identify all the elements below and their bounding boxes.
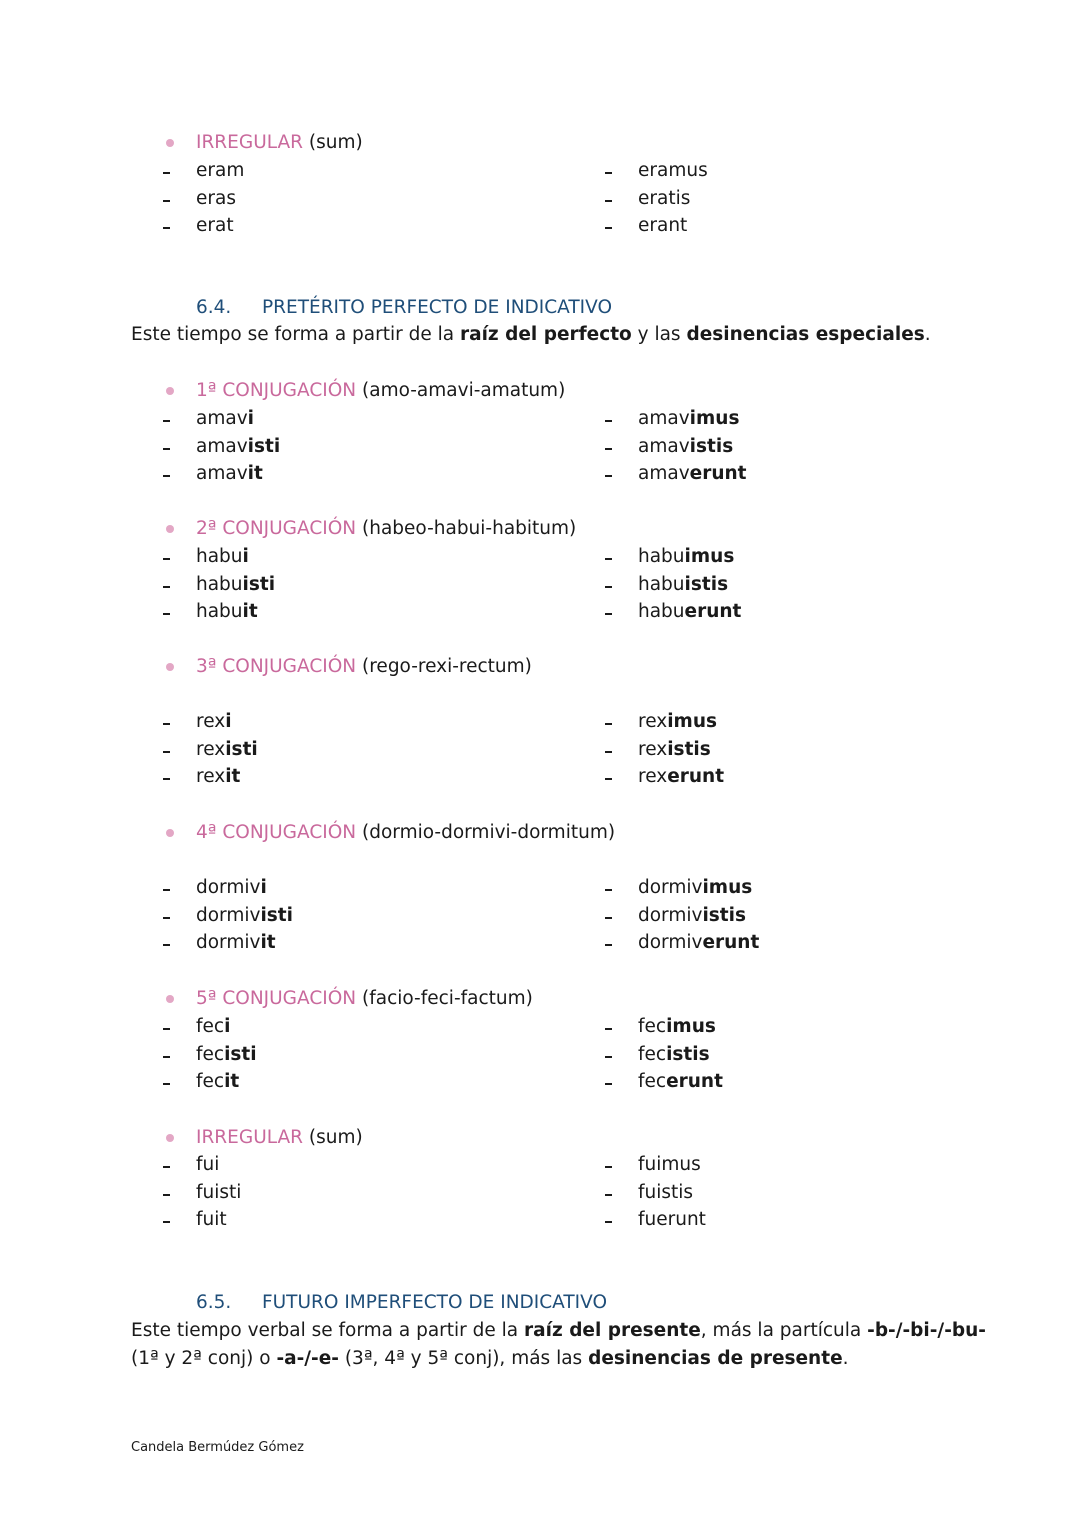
verb-form [638,934,759,953]
verb-form [638,573,729,595]
verb-ending: isti [247,435,281,457]
verb-form [638,1018,716,1037]
verb-form [196,738,258,760]
verb-stem: habu [196,573,243,595]
verb-ending: erunt [702,932,760,953]
dash-marker [605,172,612,174]
dash-marker [605,1194,612,1196]
heading-colored-label: 3ª CONJUGACIÓN [196,656,357,677]
verb-stem: fec [196,1043,225,1065]
verb-ending: istis [666,1043,710,1065]
verb-form [638,465,747,484]
dash-marker [605,420,612,422]
verb-stem: amav [196,463,248,484]
verb-stem: rex [196,738,226,760]
dash-marker [605,1056,612,1058]
section-number-6-4: 6.4. [196,297,232,318]
verb-form [196,548,249,567]
verb-ending: imus [684,546,735,567]
verb-stem: rex [638,738,668,760]
verb-stem: dormiv [638,904,703,926]
verb-ending: it [242,601,258,622]
verb-ending: i [224,1016,231,1037]
dash-marker [605,227,612,229]
verb-stem: amav [196,435,248,457]
heading-colored-label: 2ª CONJUGACIÓN [196,518,357,539]
dash-marker [605,917,612,919]
section-title-6-4: PRETÉRITO PERFECTO DE INDICATIVO [262,297,613,318]
verb-form [196,1043,257,1065]
verb-stem: dormiv [196,904,261,926]
dash-marker [605,1028,612,1030]
verb-ending: imus [702,877,753,898]
verb-form: eram [196,160,245,181]
dash-marker [163,1083,170,1085]
verb-form [638,435,734,457]
verb-form [638,1073,723,1092]
dash-marker [163,227,170,229]
verb-form [196,410,254,429]
dash-marker [605,751,612,753]
verb-form [638,410,739,429]
dash-marker [163,558,170,560]
verb-stem: fec [196,1016,225,1037]
section-number-6-5: 6.5. [196,1292,232,1313]
verb-form: erat [196,215,234,236]
verb-ending: istis [702,904,747,926]
verb-form: fuit [196,1209,227,1230]
dash-marker [163,751,170,753]
verb-stem: habu [638,573,685,595]
verb-stem: amav [638,463,690,484]
verb-form: fuistis [638,1181,694,1203]
verb-form: erant [638,215,688,236]
heading-principal-parts: (sum) [308,1127,363,1148]
dash-marker [163,1194,170,1196]
verb-form [196,603,258,622]
verb-ending: erunt [667,766,725,787]
verb-stem: dormiv [196,932,261,953]
verb-stem: amav [196,408,248,429]
heading-principal-parts: (rego-rexi-rectum) [362,656,532,677]
dash-marker [163,586,170,588]
heading-principal-parts: (dormio-dormivi-dormitum) [362,822,616,843]
bullet-icon [166,663,174,671]
dash-marker [163,200,170,202]
conj1-heading [196,382,565,401]
verb-stem: rex [638,766,668,787]
verb-ending: imus [666,1016,716,1037]
verb-form [196,1018,230,1037]
heading-colored-label: 4ª CONJUGACIÓN [196,822,357,843]
heading-principal-parts: (facio-feci-factum) [362,988,533,1009]
dash-marker [605,723,612,725]
dash-marker [163,917,170,919]
dash-marker [163,944,170,946]
dash-marker [163,1028,170,1030]
verb-ending: it [224,1071,240,1092]
verb-ending: istis [689,435,734,457]
verb-form: fuerunt [638,1209,706,1230]
verb-stem: habu [638,546,685,567]
bullet-icon [166,525,174,533]
dash-marker [605,558,612,560]
verb-stem: rex [196,711,226,732]
verb-form: eratis [638,187,691,209]
verb-stem: amav [638,435,690,457]
verb-form [638,904,747,926]
verb-ending: istis [684,573,729,595]
verb-form [638,713,717,732]
dash-marker [163,723,170,725]
verb-ending: isti [225,738,258,760]
verb-ending: erunt [689,463,747,484]
heading-colored-label: 1ª CONJUGACIÓN [196,380,357,401]
bullet-icon [166,139,174,147]
verb-form [638,1043,710,1065]
verb-form [638,603,741,622]
verb-ending: it [225,766,241,787]
verb-stem: dormiv [638,932,703,953]
verb-form: eramus [638,160,708,181]
verb-ending: isti [242,573,276,595]
bullet-icon [166,995,174,1003]
dash-marker [605,586,612,588]
section-title-6-5: FUTURO IMPERFECTO DE INDICATIVO [262,1292,608,1313]
verb-form: fuisti [196,1181,242,1203]
section-6-4-intro: Este tiempo se forma a partir de la raíz del perfecto y las desinencias especiales. [131,324,931,345]
verb-form: fuimus [638,1154,701,1175]
dash-marker [163,420,170,422]
heading-principal-parts: (habeo-habui-habitum) [362,518,577,539]
verb-form [196,435,281,457]
conj3-heading [196,658,532,677]
verb-form [638,738,711,760]
verb-ending: it [247,463,263,484]
dash-marker [163,778,170,780]
bullet-icon [166,387,174,395]
verb-form [196,573,276,595]
verb-stem: habu [196,546,243,567]
dash-marker [605,475,612,477]
verb-form [638,768,724,787]
dash-marker [163,613,170,615]
conj2-heading [196,520,576,539]
section-6-5-intro-line-1: Este tiempo verbal se forma a partir de la raíz del presente, más la partícula -b-/-bi-/-bu- [131,1320,986,1341]
verb-form: fui [196,1154,220,1175]
dash-marker [605,448,612,450]
verb-form [196,934,276,953]
heading-colored-label: 5ª CONJUGACIÓN [196,988,357,1009]
irregular_perfect-heading [196,1129,363,1148]
heading-principal-parts: (amo-amavi-amatum) [362,380,566,401]
verb-form [196,465,263,484]
section-6-5-intro-line-2: (1ª y 2ª conj) o -a-/-e- (3ª, 4ª y 5ª conj), más las desinencias de presente. [131,1348,849,1369]
dash-marker [605,200,612,202]
verb-stem: rex [196,766,226,787]
bullet-icon [166,829,174,837]
footer-author: Candela Bermúdez Gómez [131,1440,304,1455]
verb-stem: fec [638,1016,667,1037]
verb-stem: amav [638,408,690,429]
dash-marker [605,889,612,891]
verb-ending: isti [224,1043,257,1065]
verb-form [196,1073,239,1092]
verb-ending: i [260,877,267,898]
dash-marker [163,1166,170,1168]
dash-marker [605,613,612,615]
verb-form [196,713,232,732]
verb-form [638,548,734,567]
bullet-icon [166,1134,174,1142]
dash-marker [605,944,612,946]
verb-form [196,879,267,898]
dash-marker [163,475,170,477]
verb-stem: dormiv [638,877,703,898]
verb-ending: imus [667,711,718,732]
verb-ending: i [247,408,254,429]
verb-form [196,904,293,926]
heading-colored-label: IRREGULAR [196,1127,303,1148]
verb-stem: habu [638,601,685,622]
verb-ending: erunt [684,601,742,622]
verb-ending: erunt [666,1071,723,1092]
verb-ending: i [225,711,232,732]
conj5-heading [196,990,533,1009]
verb-stem: dormiv [196,877,261,898]
verb-stem: fec [638,1043,667,1065]
verb-ending: isti [260,904,293,926]
verb-ending: imus [689,408,740,429]
dash-marker [163,1056,170,1058]
dash-marker [605,1221,612,1223]
dash-marker [605,778,612,780]
verb-ending: istis [667,738,711,760]
verb-ending: it [260,932,276,953]
dash-marker [605,1083,612,1085]
irregular-imperfect-heading: IRREGULAR (sum) [196,132,363,153]
verb-stem: fec [196,1071,225,1092]
dash-marker [605,1166,612,1168]
verb-stem: rex [638,711,668,732]
conj4-heading [196,824,615,843]
verb-ending: i [242,546,249,567]
verb-form [196,768,240,787]
verb-stem: habu [196,601,243,622]
dash-marker [163,1221,170,1223]
dash-marker [163,172,170,174]
verb-form [638,879,752,898]
verb-stem: fec [638,1071,667,1092]
verb-form: eras [196,187,236,209]
dash-marker [163,889,170,891]
dash-marker [163,448,170,450]
